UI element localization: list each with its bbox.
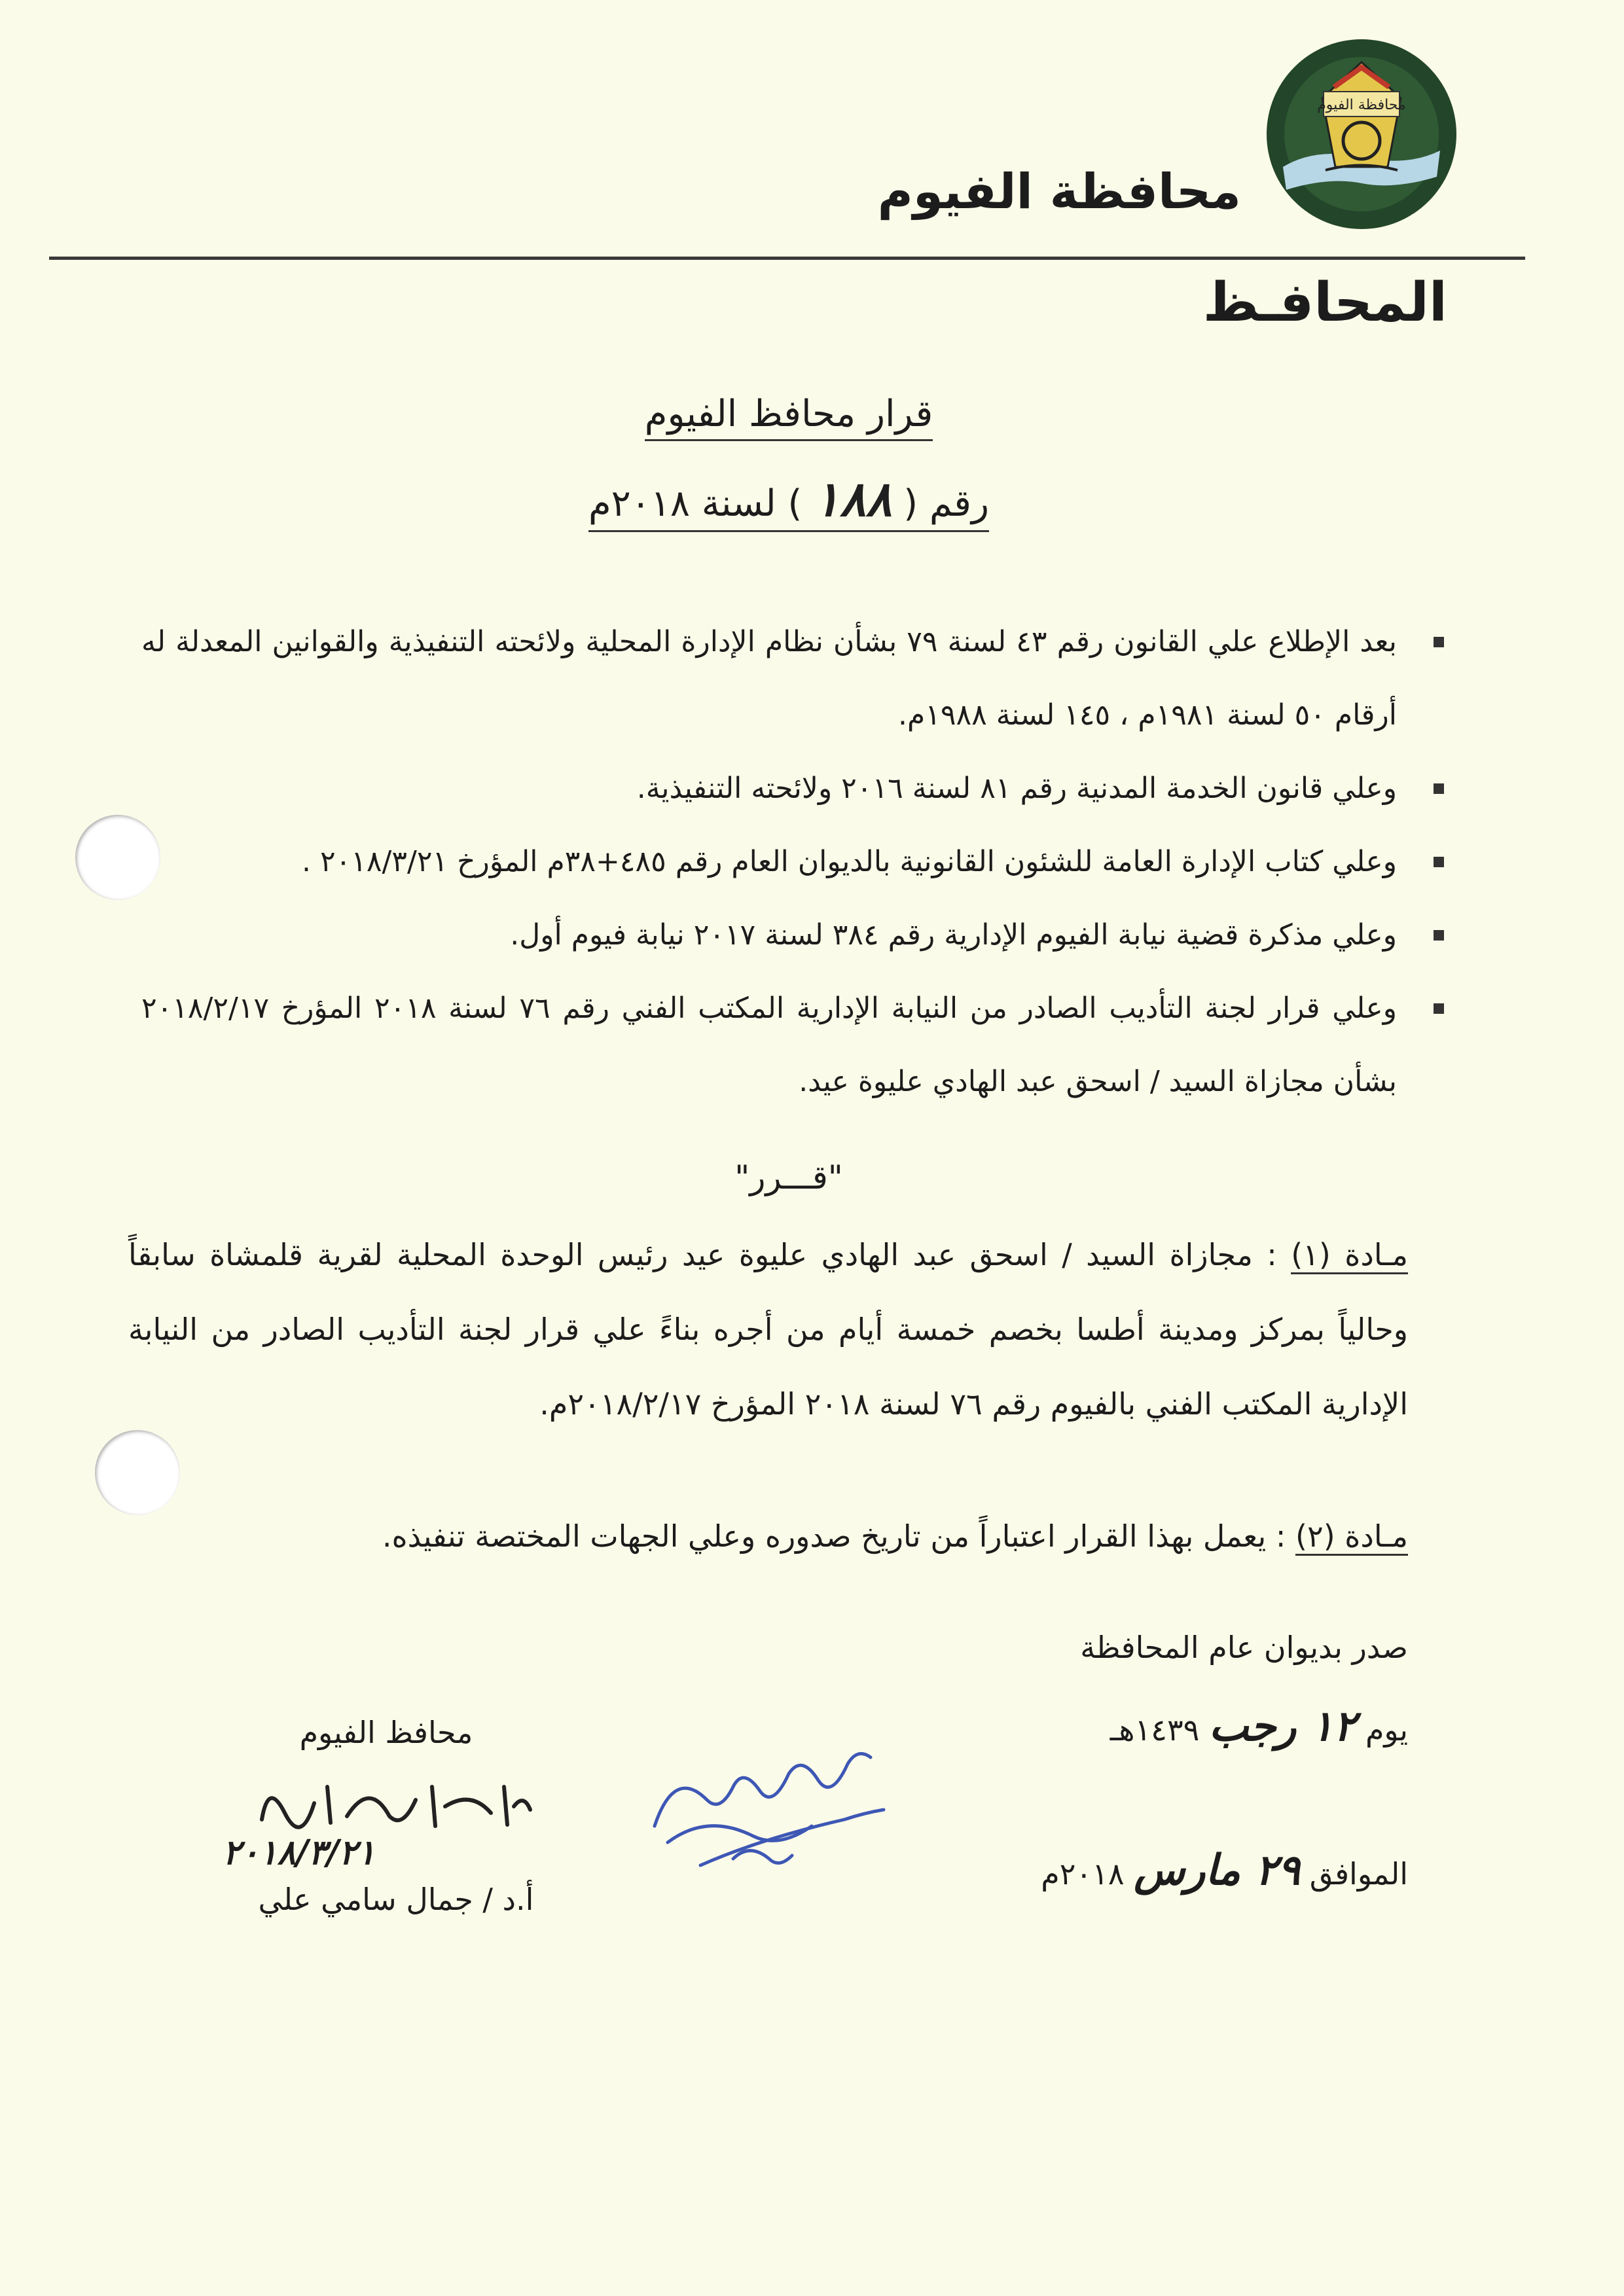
hijri-date-suffix: ١٤٣٩هـ [1110,1712,1200,1748]
recital-item [141,899,1444,972]
seal-text: محافظة الفيوم [1317,97,1406,113]
governor-title: محافظ الفيوم [299,1715,473,1750]
governor-signature [249,1767,537,1839]
decree-number-prefix: رقم ( [903,482,989,525]
governor-signature-date: ٢٠١٨/٣/٢١ [223,1833,376,1873]
recital-text: وعلي مذكرة قضية نيابة الفيوم الإدارية رقم ٣٨٤ لسنة ٢٠١٧ نيابة فيوم أول. [510,918,1397,952]
recital-item [141,605,1444,752]
bullet-icon [1434,1003,1444,1014]
recital-text: وعلي قانون الخدمة المدنية رقم ٨١ لسنة ٢٠١٦ ولائحته التنفيذية. [636,772,1397,805]
decree-number-handwritten: ١٨٨ [814,471,892,528]
decree-title [0,393,1578,435]
recital-item [141,972,1444,1119]
bullet-icon [1434,857,1444,867]
article-1-text: : مجازاة السيد / اسحق عبد الهادي عليوة عيد رئيس الوحدة المحلية لقرية قلمشاة سابقاً وحالياً بمركز ومدينة أطسا بخصم خمسة أيام من أجره بناءً علي قرار لجنة التأديب الصادر من النيابة الإدارية المكتب الفني بالفيوم رقم ٧٦ لسنة ٢٠١٨ المؤرخ ٢٠١٨/٢/١٧م. [128,1237,1408,1422]
hijri-date-prefix: يوم [1365,1712,1408,1748]
issued-at: صدر بديوان عام المحافظة [1080,1630,1408,1665]
article-1-label: مـادة (١) [1291,1237,1408,1274]
recital-text: بعد الإطلاع علي القانون رقم ٤٣ لسنة ٧٩ بشأن نظام الإدارة المحلية ولائحته التنفيذية والقوانين المعدلة له أرقام ٥٠ لسنة ١٩٨١م ، ١٤٥ لسنة ١٩٨٨م. [141,625,1397,732]
decision-heading: "قـــرر" [734,1158,843,1196]
decree-number-line [588,471,989,532]
hijri-date-handwritten: ١٢ رجب [1208,1702,1356,1751]
decree-number-suffix: ) لسنة ٢٠١٨م [588,482,803,525]
recital-text: وعلي كتاب الإدارة العامة للشئون القانونية بالديوان العام رقم ٤٨٥+٣٨م المؤرخ ٢٠١٨/٣/٢١ . [302,845,1397,878]
recitals-list [141,605,1444,1119]
bullet-icon [1434,930,1444,941]
gregorian-date-suffix: ٢٠١٨م [1041,1856,1125,1892]
governorate-name: محافظة الفيوم [877,164,1241,220]
punch-hole [75,815,160,900]
office-title: المحافـظ [1202,272,1447,334]
gregorian-date-prefix: الموافق [1309,1856,1408,1892]
article-2 [128,1499,1408,1573]
article-2-text: : يعمل بهذا القرار اعتباراً من تاريخ صدوره وعلي الجهات المختصة تنفيذه. [382,1518,1296,1554]
article-2-label: مـادة (٢) [1295,1518,1408,1556]
recital-text: وعلي قرار لجنة التأديب الصادر من النيابة الإدارية المكتب الفني رقم ٧٦ لسنة ٢٠١٨ المؤرخ ٢٠١٨/٢/١٧ بشأن مجازاة السيد / اسحق عبد الهادي عليوة عيد. [141,992,1397,1098]
recital-item [141,825,1444,899]
blue-signature [628,1728,890,1885]
gregorian-date-handwritten: ٢٩ مارس [1134,1846,1301,1895]
bullet-icon [1434,637,1444,647]
bullet-icon [1434,783,1444,794]
decree-title-text: قرار محافظ الفيوم [645,393,933,441]
governor-name: أ.د / جمال سامي علي [258,1882,534,1917]
hijri-date [1110,1702,1408,1751]
header-divider [49,257,1525,260]
gregorian-date [1041,1846,1408,1895]
governorate-seal [1263,36,1460,232]
decree-number [0,471,1578,528]
article-1 [128,1217,1408,1441]
recital-item [141,752,1444,825]
punch-hole [95,1430,180,1515]
